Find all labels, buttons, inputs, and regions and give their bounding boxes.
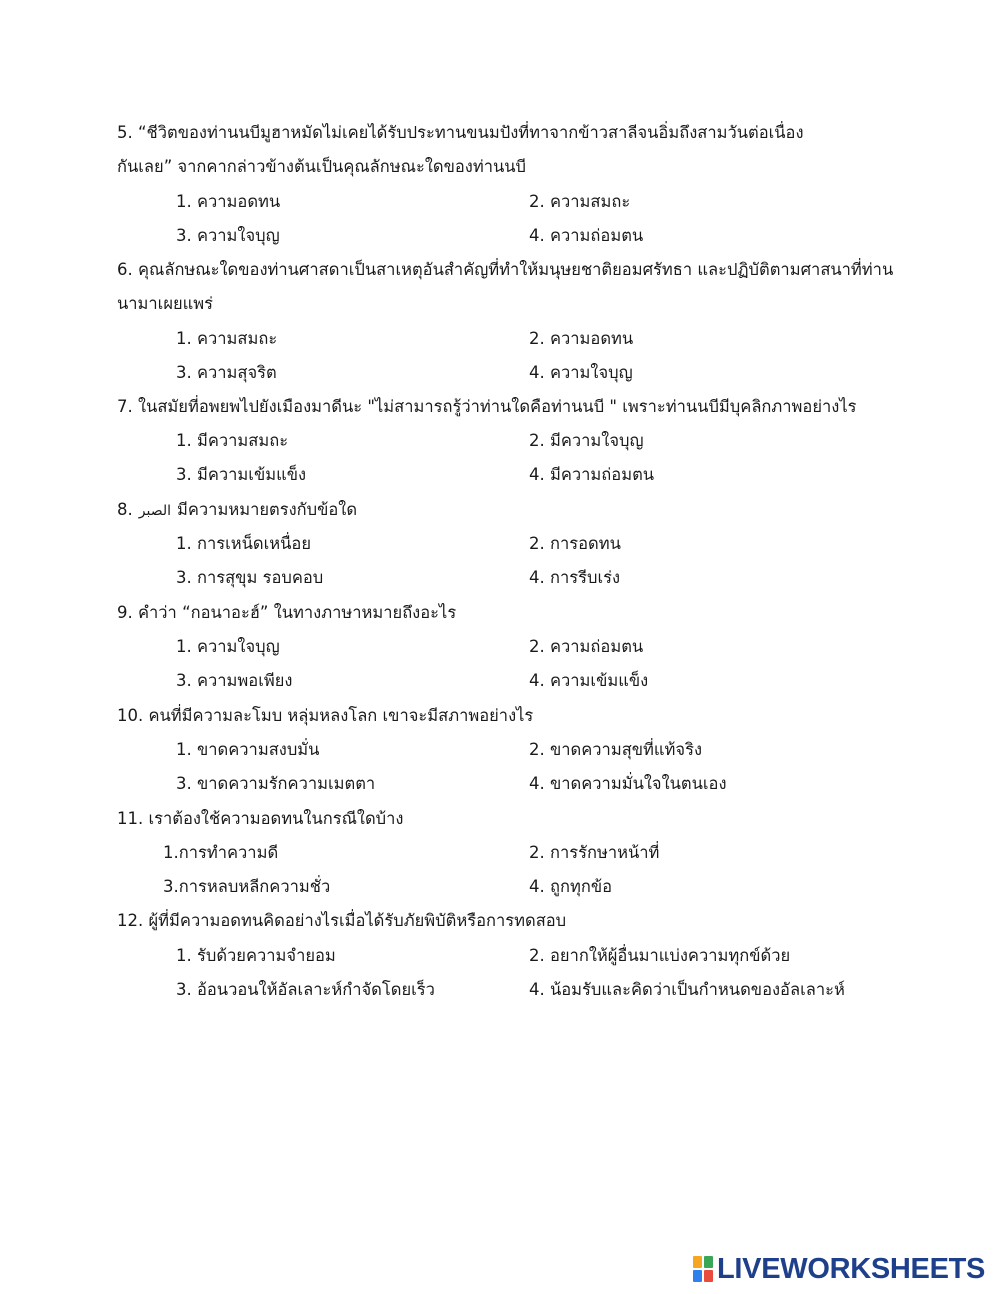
question-11-options-row-2 [0, 874, 1000, 900]
q8-number: 8. [117, 500, 133, 519]
liveworksheets-logo [693, 1252, 985, 1286]
question-6-line-2: นามาเผยแพร่ [117, 294, 214, 313]
q12-option-1[interactable]: 1. รับด้วยความจำยอม [176, 946, 336, 965]
question-8-options-row-2 [0, 565, 1000, 591]
q5-option-4[interactable]: 4. ความถ่อมตน [529, 226, 644, 245]
question-7-options-row-2 [0, 462, 1000, 488]
q7-option-3[interactable]: 3. มีความเข้มแข็ง [176, 465, 307, 484]
question-9-line-1: 9. คำว่า “กอนาอะฮ์” ในทางภาษาหมายถึงอะไร [117, 603, 457, 622]
question-5-line-1: 5. “ชีวิตของท่านนบีมูฮาหมัดไม่เคยได้รับประทานขนมปังที่ทาจากข้าวสาลีจนอิ่มถึงสามวันต่อเนื่อง [117, 123, 804, 142]
question-9-options-row-1 [0, 634, 1000, 660]
liveworksheets-brand-text: LIVEWORKSHEETS [717, 1252, 986, 1285]
question-7-line-1: 7. ในสมัยที่อพยพไปยังเมืองมาดีนะ "ไม่สามารถรู้ว่าท่านใดคือท่านนบี " เพราะท่านนบีมีบุคลิกภาพอย่างไร [117, 397, 857, 416]
q5-option-2[interactable]: 2. ความสมถะ [529, 192, 631, 211]
q9-option-3[interactable]: 3. ความพอเพียง [176, 671, 293, 690]
q11-option-2[interactable]: 2. การรักษาหน้าที่ [529, 843, 660, 862]
q11-option-3[interactable]: 3.การหลบหลีกความชั่ว [163, 877, 331, 896]
q8-text: มีความหมายตรงกับข้อใด [177, 500, 358, 519]
question-5-line-2: กันเลย” จากคากล่าวข้างต้นเป็นคุณลักษณะใดของท่านนบี [117, 157, 527, 176]
q11-option-4[interactable]: 4. ถูกทุกข้อ [529, 877, 613, 896]
q5-option-3[interactable]: 3. ความใจบุญ [176, 226, 280, 245]
question-12-options-row-2 [0, 977, 1000, 1003]
logo-icon-tile-3 [693, 1270, 702, 1282]
logo-icon-tile-2 [704, 1256, 713, 1268]
question-6-options-row-1 [0, 326, 1000, 352]
q7-option-1[interactable]: 1. มีความสมถะ [176, 431, 289, 450]
question-6-line-1: 6. คุณลักษณะใดของท่านศาสดาเป็นสาเหตุอันสำคัญที่ทำให้มนุษยชาติยอมศรัทธา และปฏิบัติตามศาสนาที่ท่าน [117, 260, 894, 279]
question-6-options-row-2 [0, 360, 1000, 386]
q8-option-4[interactable]: 4. การรีบเร่ง [529, 568, 620, 587]
question-9-options-row-2 [0, 668, 1000, 694]
q9-option-1[interactable]: 1. ความใจบุญ [176, 637, 280, 656]
question-10-options-row-2 [0, 771, 1000, 797]
q9-option-4[interactable]: 4. ความเข้มแข็ง [529, 671, 649, 690]
question-7-options-row-1 [0, 428, 1000, 454]
question-8-options-row-1 [0, 531, 1000, 557]
logo-icon-tile-1 [693, 1256, 702, 1268]
question-5-options-row-2 [0, 223, 1000, 249]
q6-option-1[interactable]: 1. ความสมถะ [176, 329, 278, 348]
q6-option-4[interactable]: 4. ความใจบุญ [529, 363, 633, 382]
q12-option-4[interactable]: 4. น้อมรับและคิดว่าเป็นกำหนดของอัลเลาะห์ [529, 980, 845, 999]
question-12-options-row-1 [0, 943, 1000, 969]
q9-option-2[interactable]: 2. ความถ่อมตน [529, 637, 644, 656]
q8-option-1[interactable]: 1. การเหน็ดเหนื่อย [176, 534, 311, 553]
q10-option-2[interactable]: 2. ขาดความสุขที่แท้จริง [529, 740, 703, 759]
q11-option-1[interactable]: 1.การทำความดี [163, 843, 279, 862]
q6-option-2[interactable]: 2. ความอดทน [529, 329, 634, 348]
q12-option-3[interactable]: 3. อ้อนวอนให้อัลเลาะห์กำจัดโดยเร็ว [176, 980, 435, 999]
q10-option-4[interactable]: 4. ขาดความมั่นใจในตนเอง [529, 774, 727, 793]
q6-option-3[interactable]: 3. ความสุจริต [176, 363, 277, 382]
q7-option-2[interactable]: 2. มีความใจบุญ [529, 431, 644, 450]
question-11-options-row-1 [0, 840, 1000, 866]
question-8-line-1 [0, 497, 1000, 523]
q10-option-1[interactable]: 1. ขาดความสงบมั่น [176, 740, 320, 759]
q8-option-2[interactable]: 2. การอดทน [529, 534, 621, 553]
question-12-line-1: 12. ผู้ที่มีความอดทนคิดอย่างไรเมื่อได้รับภัยพิบัติหรือการทดสอบ [117, 911, 567, 930]
q8-option-3[interactable]: 3. การสุขุม รอบคอบ [176, 568, 324, 587]
question-10-options-row-1 [0, 737, 1000, 763]
q7-option-4[interactable]: 4. มีความถ่อมตน [529, 465, 655, 484]
q10-option-3[interactable]: 3. ขาดความรักความเมตตา [176, 774, 376, 793]
question-5-options-row-1 [0, 189, 1000, 215]
logo-icon-tile-4 [704, 1270, 713, 1282]
q5-option-1[interactable]: 1. ความอดทน [176, 192, 281, 211]
q12-option-2[interactable]: 2. อยากให้ผู้อื่นมาแบ่งความทุกข์ด้วย [529, 946, 791, 965]
q8-arabic-word: الصبر [138, 503, 171, 519]
question-10-line-1: 10. คนที่มีความละโมบ หลุ่มหลงโลก เขาจะมีสภาพอย่างไร [117, 706, 534, 725]
question-11-line-1: 11. เราต้องใช้ความอดทนในกรณีใดบ้าง [117, 809, 404, 828]
liveworksheets-logo-icon [693, 1256, 713, 1282]
